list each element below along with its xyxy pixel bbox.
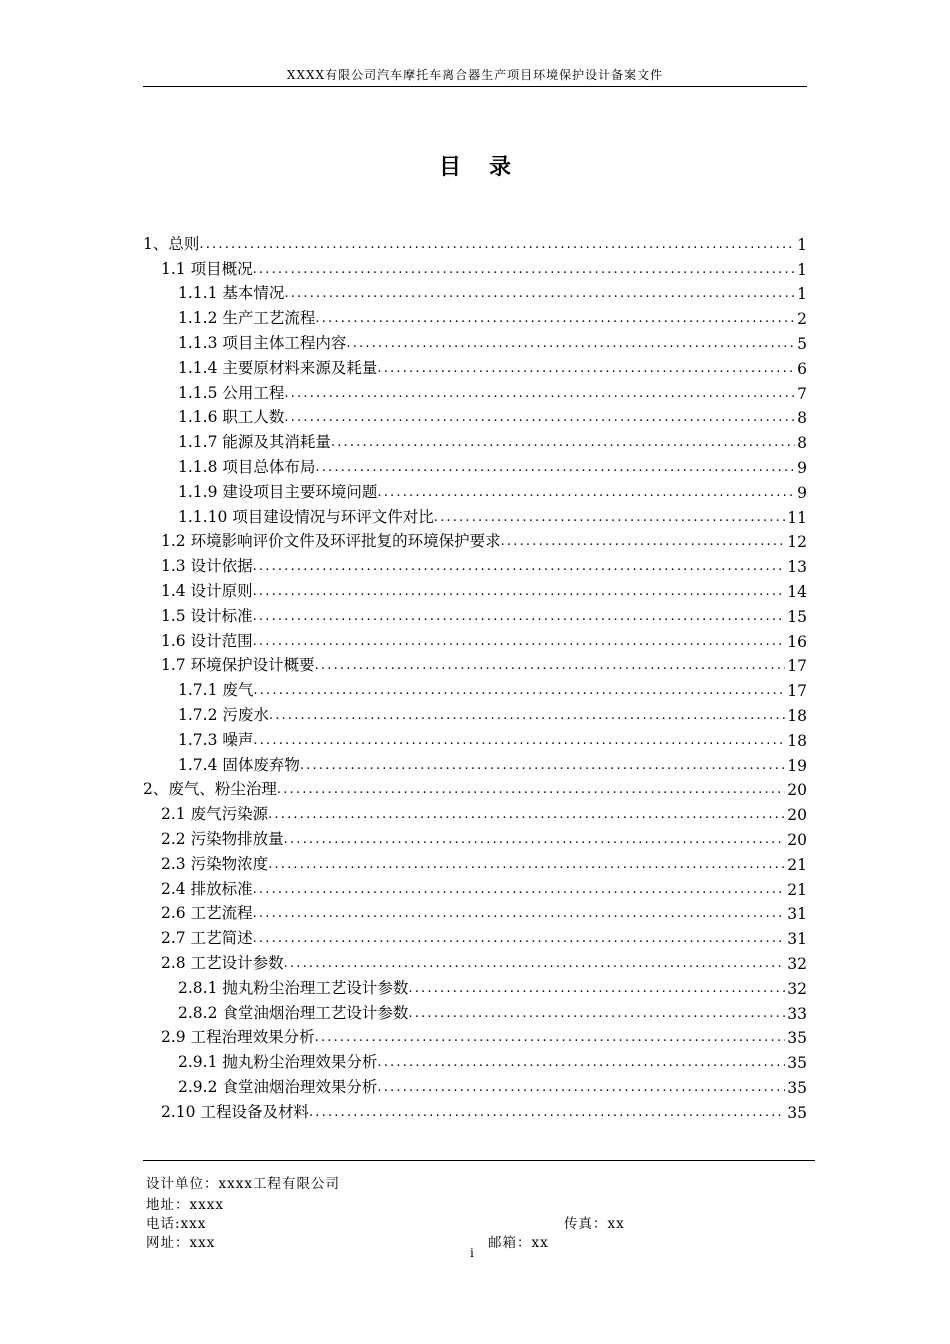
toc-dot-leader (315, 1030, 786, 1047)
toc-dot-leader (269, 708, 785, 725)
footer-rule (143, 1160, 815, 1161)
toc-entry-label: 1.5 设计标准 (161, 606, 253, 625)
toc-dot-leader (253, 931, 786, 948)
toc-dot-leader (408, 1006, 785, 1023)
toc-dot-leader (377, 1055, 785, 1072)
toc-entry[interactable] (143, 527, 807, 552)
toc-dot-leader (434, 510, 786, 527)
toc-entry-label: 1.1.1 基本情况 (178, 284, 285, 303)
toc-entry-label: 1.7.1 废气 (178, 681, 254, 700)
toc-entry-page: 13 (787, 558, 807, 577)
toc-entry[interactable] (143, 626, 807, 651)
toc-entry-page: 1 (797, 285, 807, 304)
toc-dot-leader (253, 584, 786, 601)
toc-entry[interactable] (143, 1097, 807, 1122)
toc-dot-leader (408, 981, 785, 998)
toc-entry-page: 35 (787, 1078, 807, 1097)
toc-entry[interactable] (143, 353, 807, 378)
toc-entry-page: 35 (787, 1103, 807, 1122)
toc-entry[interactable] (143, 328, 807, 353)
toc-entry-page: 20 (787, 806, 807, 825)
title-char-1: 目 (438, 154, 461, 180)
running-header: XXXX有限公司汽车摩托车离合器生产项目环境保护设计备案文件 (286, 68, 664, 82)
toc-entry-label: 2.10 工程设备及材料 (161, 1102, 309, 1121)
toc-dot-leader (199, 237, 795, 254)
toc-dot-leader (284, 956, 786, 973)
toc-entry[interactable] (143, 551, 807, 576)
toc-dot-leader (284, 410, 795, 427)
toc-entry-label: 1.7.2 污废水 (178, 705, 269, 724)
toc-entry-label: 1.1.10 项目建设情况与环评文件对比 (178, 507, 434, 526)
toc-entry-label: 1.6 设计范围 (161, 631, 253, 650)
toc-dot-leader (253, 634, 786, 651)
toc-entry[interactable] (143, 254, 807, 279)
toc-entry-label: 2.2 污染物排放量 (161, 829, 284, 848)
toc-dot-leader (501, 534, 786, 551)
toc-entry-label: 1.1.9 建设项目主要环境问题 (178, 482, 378, 501)
table-of-contents (143, 229, 807, 1122)
toc-entry-page: 8 (797, 434, 807, 453)
toc-entry-page: 1 (797, 260, 807, 279)
toc-dot-leader (253, 683, 785, 700)
page-number: i (470, 1246, 474, 1260)
toc-entry-label: 1.1.5 公用工程 (178, 383, 285, 402)
footer-design-unit: 设计单位：xxxx工程有限公司 (146, 1176, 340, 1192)
toc-dot-leader (277, 782, 785, 799)
toc-dot-leader (331, 435, 795, 452)
toc-entry[interactable] (143, 229, 807, 254)
toc-dot-leader (284, 832, 786, 849)
toc-entry-label: 1.1.7 能源及其消耗量 (178, 433, 331, 452)
toc-entry-label: 1、总则 (143, 234, 200, 253)
toc-entry-page: 14 (787, 582, 807, 601)
toc-dot-leader (268, 857, 785, 874)
toc-entry[interactable] (143, 1072, 807, 1097)
toc-entry-label: 2.8.1 抛丸粉尘治理工艺设计参数 (178, 978, 409, 997)
toc-entry[interactable] (143, 700, 807, 725)
page-title (0, 150, 950, 181)
toc-entry-page: 5 (797, 334, 807, 353)
header-rule (143, 86, 807, 87)
toc-entry-page: 21 (787, 880, 807, 899)
footer-email: 邮箱：xx (488, 1235, 549, 1251)
toc-entry[interactable] (143, 477, 807, 502)
toc-entry-label: 2.7 工艺简述 (161, 929, 253, 948)
toc-entry[interactable] (143, 973, 807, 998)
toc-entry-label: 1.1.2 生产工艺流程 (178, 309, 316, 328)
footer-phone: 电话:xxx (146, 1216, 207, 1232)
toc-entry[interactable] (143, 849, 807, 874)
toc-entry[interactable] (143, 675, 807, 700)
toc-entry-label: 2.9.1 抛丸粉尘治理效果分析 (178, 1053, 378, 1072)
toc-dot-leader (253, 262, 796, 279)
toc-entry-page: 31 (787, 905, 807, 924)
toc-dot-leader (315, 658, 786, 675)
toc-entry-page: 32 (787, 979, 807, 998)
footer-fax: 传真：xx (564, 1216, 625, 1232)
toc-entry-page: 21 (787, 855, 807, 874)
toc-dot-leader (377, 361, 795, 378)
toc-dot-leader (309, 1105, 785, 1122)
toc-entry-label: 2、废气、粉尘治理 (143, 780, 277, 799)
toc-entry[interactable] (143, 1047, 807, 1072)
footer-address: 地址：xxxx (146, 1197, 224, 1213)
toc-entry-label: 1.1 项目概况 (161, 259, 253, 278)
toc-dot-leader (377, 1080, 785, 1097)
toc-entry[interactable] (143, 824, 807, 849)
toc-entry-page: 32 (787, 954, 807, 973)
toc-entry-page: 16 (787, 632, 807, 651)
toc-entry-page: 19 (787, 756, 807, 775)
toc-entry[interactable] (143, 799, 807, 824)
toc-entry-label: 2.1 废气污染源 (161, 805, 269, 824)
toc-entry-page: 1 (797, 235, 807, 254)
toc-entry-page: 17 (787, 657, 807, 676)
toc-entry[interactable] (143, 502, 807, 527)
toc-entry-page: 2 (797, 310, 807, 329)
toc-entry[interactable] (143, 750, 807, 775)
toc-entry-label: 2.3 污染物浓度 (161, 854, 269, 873)
toc-entry[interactable] (143, 303, 807, 328)
toc-entry-label: 2.9.2 食堂油烟治理效果分析 (178, 1077, 378, 1096)
toc-dot-leader (346, 336, 795, 353)
toc-dot-leader (315, 311, 795, 328)
toc-dot-leader (284, 286, 795, 303)
toc-dot-leader (268, 807, 785, 824)
toc-entry-page: 9 (797, 483, 807, 502)
toc-entry-label: 2.4 排放标准 (161, 879, 253, 898)
toc-entry-label: 2.8.2 食堂油烟治理工艺设计参数 (178, 1003, 409, 1022)
toc-entry-label: 2.6 工艺流程 (161, 904, 253, 923)
toc-entry[interactable] (143, 403, 807, 428)
toc-dot-leader (377, 485, 795, 502)
toc-entry[interactable] (143, 1023, 807, 1048)
toc-entry-page: 33 (787, 1004, 807, 1023)
toc-entry-label: 1.1.6 职工人数 (178, 408, 285, 427)
toc-dot-leader (253, 609, 786, 626)
toc-dot-leader (253, 882, 786, 899)
toc-entry-page: 31 (787, 930, 807, 949)
toc-entry[interactable] (143, 923, 807, 948)
toc-entry[interactable] (143, 576, 807, 601)
toc-entry-label: 2.8 工艺设计参数 (161, 953, 284, 972)
toc-entry-page: 6 (797, 359, 807, 378)
toc-entry-label: 1.2 环境影响评价文件及环评批复的环境保护要求 (161, 532, 501, 551)
title-char-2: 录 (489, 154, 512, 180)
toc-entry-page: 7 (797, 384, 807, 403)
toc-entry[interactable] (143, 725, 807, 750)
toc-entry[interactable] (143, 452, 807, 477)
toc-entry-page: 18 (787, 706, 807, 725)
toc-entry[interactable] (143, 427, 807, 452)
toc-entry[interactable] (143, 651, 807, 676)
toc-entry-label: 1.1.4 主要原材料来源及耗量 (178, 358, 378, 377)
toc-entry[interactable] (143, 874, 807, 899)
toc-entry[interactable] (143, 279, 807, 304)
toc-entry[interactable] (143, 775, 807, 800)
toc-entry-label: 2.9 工程治理效果分析 (161, 1028, 315, 1047)
toc-entry[interactable] (143, 998, 807, 1023)
toc-entry-page: 8 (797, 409, 807, 428)
toc-entry-label: 1.1.3 项目主体工程内容 (178, 333, 347, 352)
toc-entry-page: 35 (787, 1054, 807, 1073)
toc-dot-leader (253, 906, 786, 923)
toc-entry[interactable] (143, 899, 807, 924)
toc-dot-leader (300, 758, 785, 775)
toc-entry-label: 1.7.3 噪声 (178, 730, 254, 749)
toc-entry-page: 15 (787, 607, 807, 626)
toc-entry-label: 1.3 设计依据 (161, 557, 253, 576)
toc-entry-page: 11 (787, 508, 807, 527)
toc-entry[interactable] (143, 378, 807, 403)
toc-dot-leader (253, 733, 785, 750)
toc-entry-page: 35 (787, 1029, 807, 1048)
toc-dot-leader (284, 386, 795, 403)
toc-entry-page: 12 (787, 533, 807, 552)
toc-entry[interactable] (143, 948, 807, 973)
toc-entry-label: 1.7 环境保护设计概要 (161, 656, 315, 675)
toc-entry-label: 1.4 设计原则 (161, 581, 253, 600)
toc-entry-page: 20 (787, 830, 807, 849)
toc-dot-leader (315, 460, 795, 477)
toc-entry-page: 17 (787, 682, 807, 701)
toc-entry-page: 9 (797, 458, 807, 477)
toc-entry[interactable] (143, 601, 807, 626)
toc-entry-label: 1.1.8 项目总体布局 (178, 457, 316, 476)
toc-dot-leader (253, 559, 786, 576)
footer-website: 网址：xxx (146, 1235, 216, 1251)
toc-entry-page: 18 (787, 731, 807, 750)
toc-entry-page: 20 (787, 781, 807, 800)
toc-entry-label: 1.7.4 固体废弃物 (178, 755, 300, 774)
